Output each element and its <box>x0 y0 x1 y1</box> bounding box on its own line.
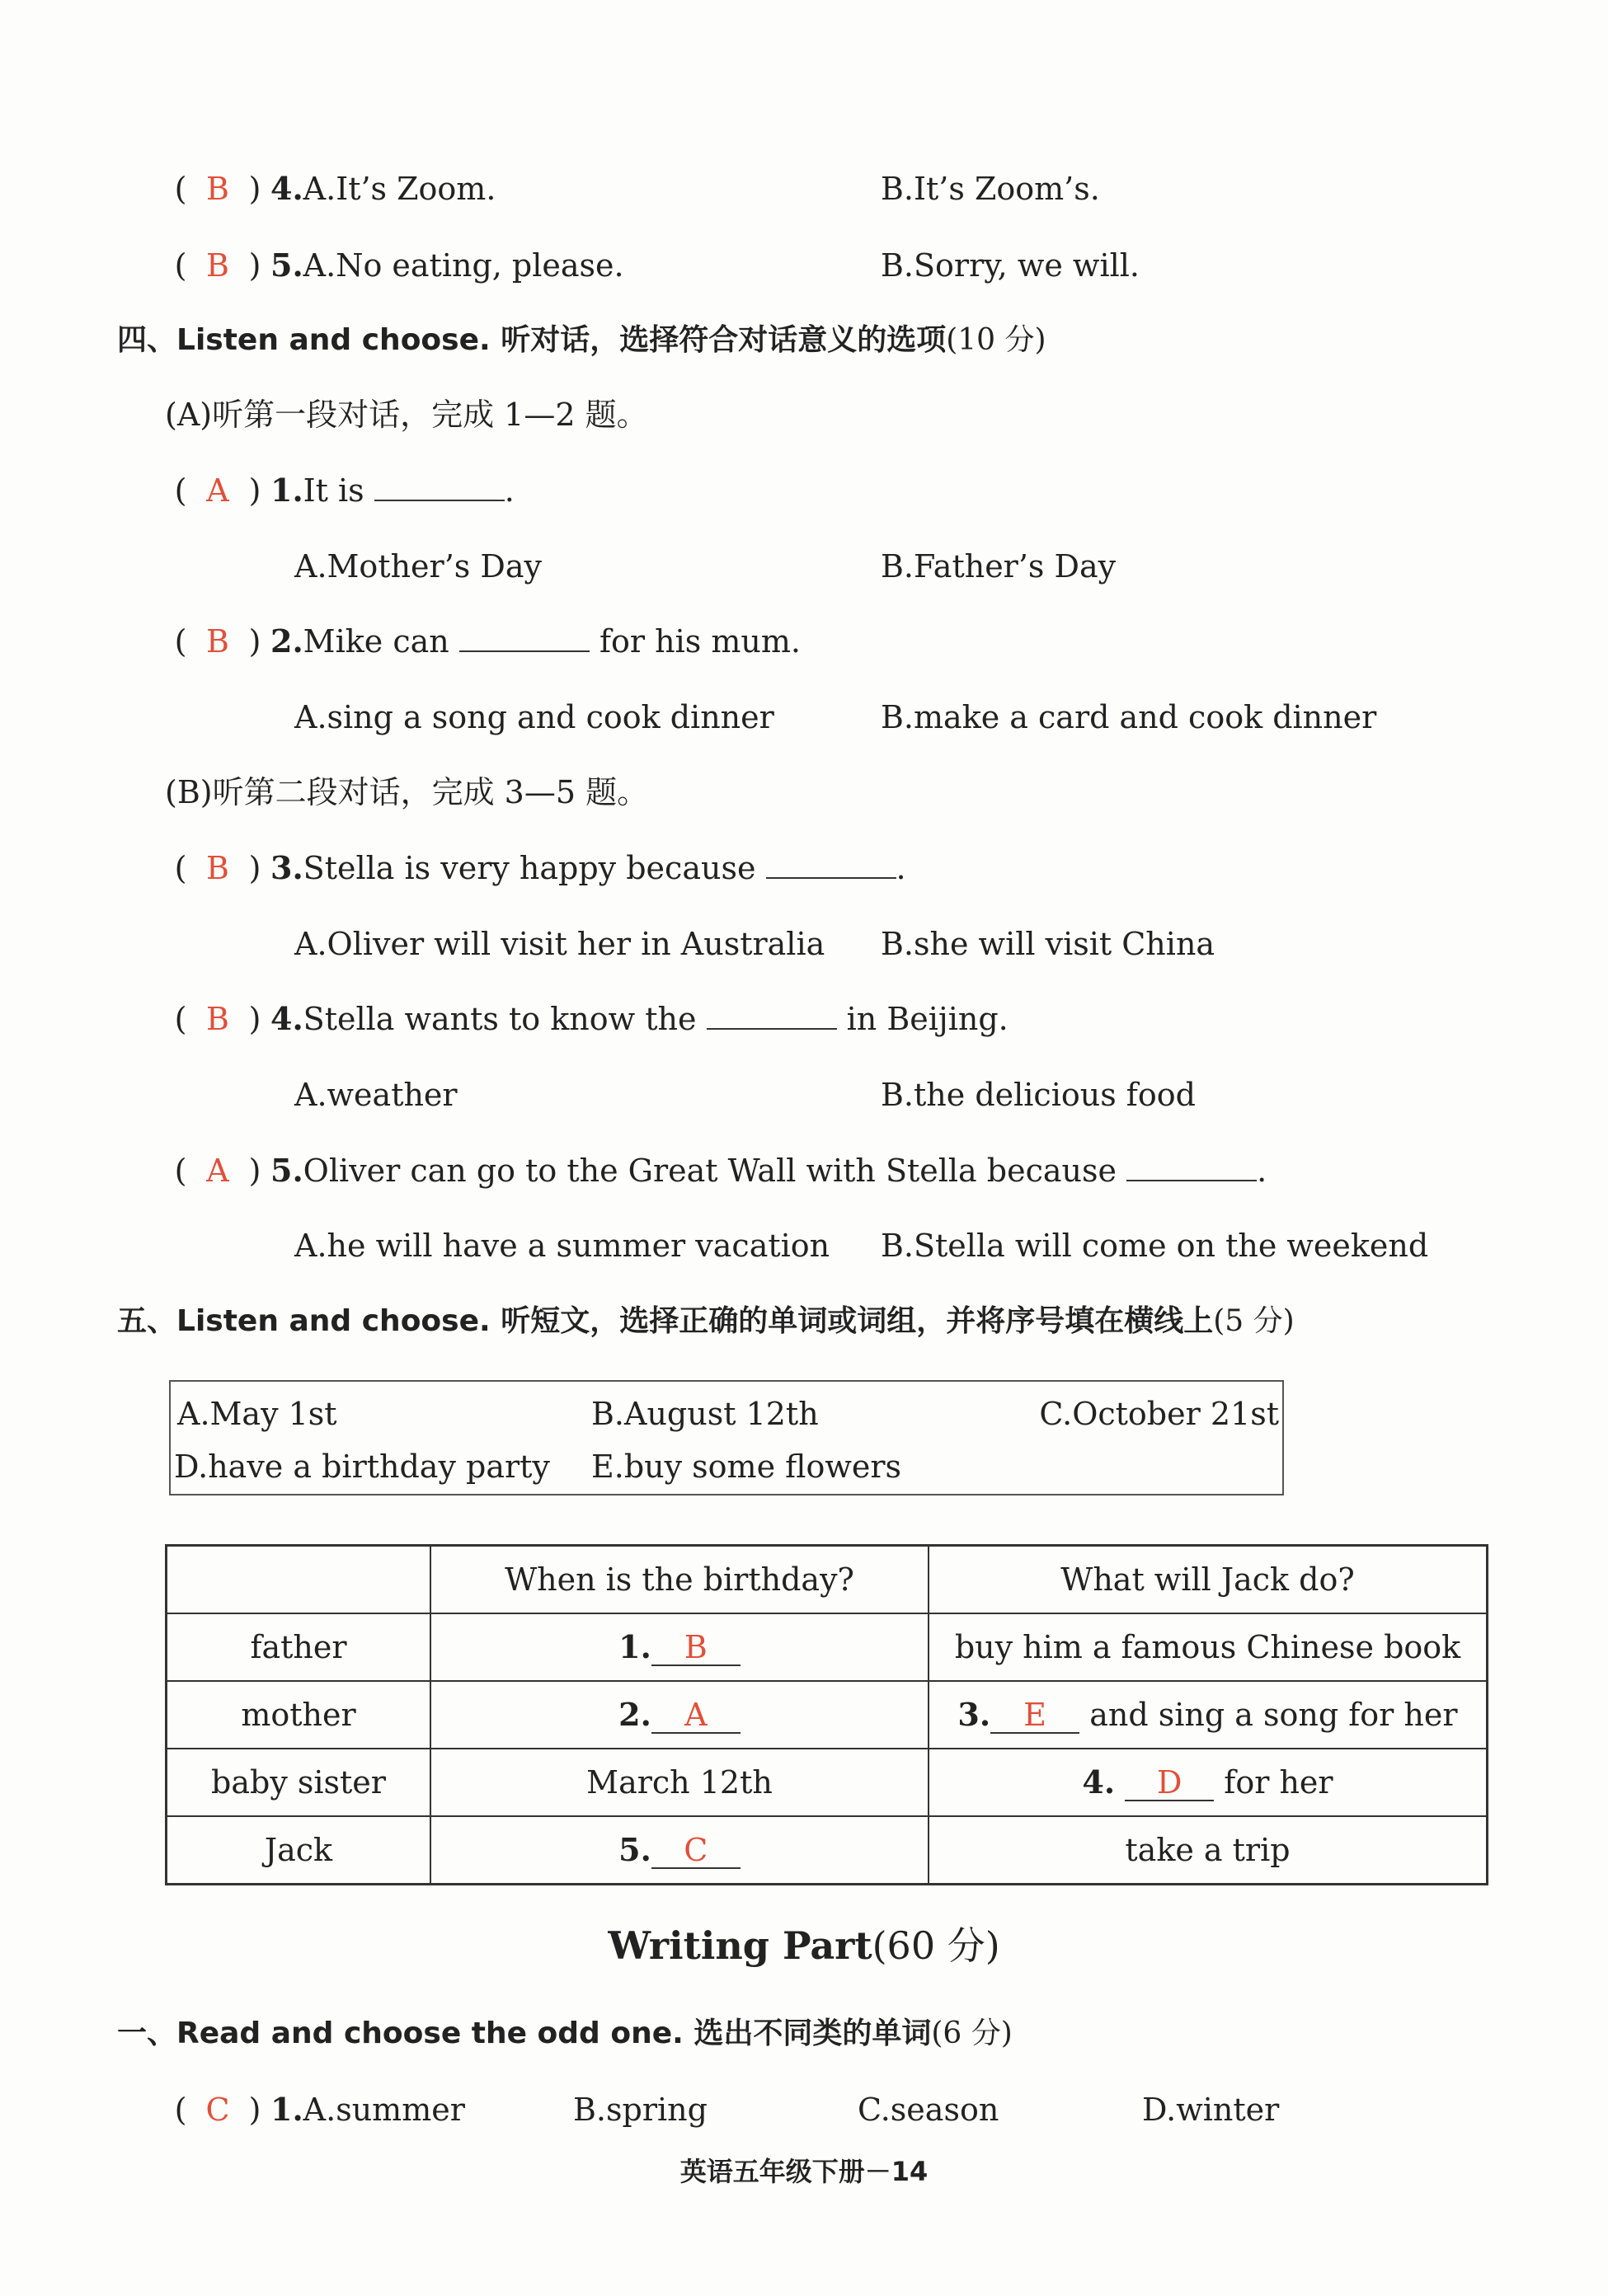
answer-blank <box>459 624 590 652</box>
p4-q1-option-b: B.Father’s Day <box>881 548 1117 585</box>
table-row <box>167 1546 1488 1614</box>
p3-q4: ( B ) 4.A.It’s Zoom. <box>165 168 496 209</box>
answer-blank: C <box>651 1833 741 1869</box>
table-cell: baby sister <box>167 1749 431 1816</box>
word-bank-option: B.August 12th <box>591 1396 819 1432</box>
table-cell: mother <box>167 1681 431 1749</box>
p4-q2: ( B ) 2.Mike can for his mum. <box>165 621 801 662</box>
table-cell: buy him a famous Chinese book <box>929 1613 1488 1681</box>
table-row <box>167 1749 1488 1816</box>
p4-q4-option-a: A.weather <box>294 1077 458 1113</box>
p4-q2-answer: B <box>206 623 229 660</box>
part4-sub-b: (B)听第二段对话，完成 3—5 题。 <box>165 774 649 810</box>
answer-blank <box>1126 1153 1257 1181</box>
table-row <box>167 1613 1488 1681</box>
answer-blank: D <box>1125 1765 1214 1801</box>
p3-q5-option-b: B.Sorry, we will. <box>881 247 1140 284</box>
w1-q1-option-d: D.winter <box>1142 2092 1280 2128</box>
p4-q2-option-a: A.sing a song and cook dinner <box>294 699 774 735</box>
table-row <box>167 1681 1488 1749</box>
table-row <box>167 1816 1488 1885</box>
p4-q3-option-b: B.she will visit China <box>881 926 1215 962</box>
table-cell: 4. D for her <box>929 1749 1488 1816</box>
p4-q5-answer: A <box>206 1153 229 1189</box>
w1-q1-answer: C <box>205 2092 230 2128</box>
table-cell: 1. B <box>430 1613 929 1681</box>
w1-q1: ( C ) 1.A.summer <box>165 2089 465 2130</box>
table-cell: Jack <box>167 1816 431 1885</box>
p3-q5-answer: B <box>206 247 229 284</box>
p3-q4-answer: B <box>206 171 229 207</box>
p4-q3-option-a: A.Oliver will visit her in Australia <box>294 926 825 962</box>
table-cell: 2. A <box>430 1681 929 1749</box>
page-footer: 英语五年级下册－14 <box>679 2156 929 2187</box>
part4-sub-a: (A)听第一段对话，完成 1—2 题。 <box>165 397 648 433</box>
part5-heading: 五、Listen and choose. 听短文，选择正确的单词或词组，并将序号填在横线上(5 分) <box>117 1304 1295 1338</box>
p4-q5-option-b: B.Stella will come on the weekend <box>881 1228 1429 1264</box>
writing-part-title: Writing Part(60 分) <box>608 1923 1000 1968</box>
p4-q4: ( B ) 4.Stella wants to know the in Beijing. <box>165 998 1009 1040</box>
word-bank <box>169 1380 1284 1495</box>
p4-q1-answer: A <box>206 472 229 509</box>
p4-q2-option-b: B.make a card and cook dinner <box>881 699 1377 735</box>
p4-q4-answer: B <box>206 1001 229 1037</box>
p3-q4-option-b: B.It’s Zoom’s. <box>881 171 1100 207</box>
table-cell: take a trip <box>929 1816 1488 1885</box>
birthday-table <box>165 1544 1488 1885</box>
word-bank-option: A.May 1st <box>177 1396 337 1432</box>
p4-q4-option-b: B.the delicious food <box>881 1077 1196 1113</box>
p4-q1: ( A ) 1.It is . <box>165 470 515 511</box>
p3-q5: ( B ) 5.A.No eating, please. <box>165 245 624 286</box>
table-cell: March 12th <box>430 1749 929 1816</box>
w1-q1-option-c: C.season <box>858 2092 999 2128</box>
table-header-cell: When is the birthday? <box>430 1546 929 1614</box>
p4-q5-option-a: A.he will have a summer vacation <box>294 1228 830 1264</box>
part4-heading: 四、Listen and choose. 听对话，选择符合对话意义的选项(10 分) <box>117 323 1046 357</box>
word-bank-option: E.buy some flowers <box>591 1448 902 1485</box>
table-cell: 5. C <box>430 1816 929 1885</box>
word-bank-option: C.October 21st <box>1039 1396 1279 1432</box>
w1-q1-option-b: B.spring <box>573 2092 708 2128</box>
table-header-cell: What will Jack do? <box>929 1546 1488 1614</box>
answer-blank: E <box>990 1697 1079 1734</box>
writing-1-heading: 一、Read and choose the odd one. 选出不同类的单词(6 分) <box>117 2017 1013 2050</box>
table-cell <box>167 1546 431 1614</box>
answer-blank: B <box>651 1630 741 1666</box>
table-cell: 3. E and sing a song for her <box>929 1681 1488 1749</box>
answer-blank: A <box>651 1697 741 1734</box>
table-cell: father <box>167 1613 431 1681</box>
p4-q3-answer: B <box>206 850 229 886</box>
answer-blank <box>766 851 896 879</box>
p4-q5: ( A ) 5.Oliver can go to the Great Wall with Stella because . <box>165 1150 1267 1191</box>
p4-q1-option-a: A.Mother’s Day <box>294 548 542 585</box>
answer-blank <box>707 1002 837 1030</box>
answer-blank <box>374 473 505 501</box>
p4-q3: ( B ) 3.Stella is very happy because . <box>165 848 906 889</box>
word-bank-option: D.have a birthday party <box>174 1448 550 1485</box>
